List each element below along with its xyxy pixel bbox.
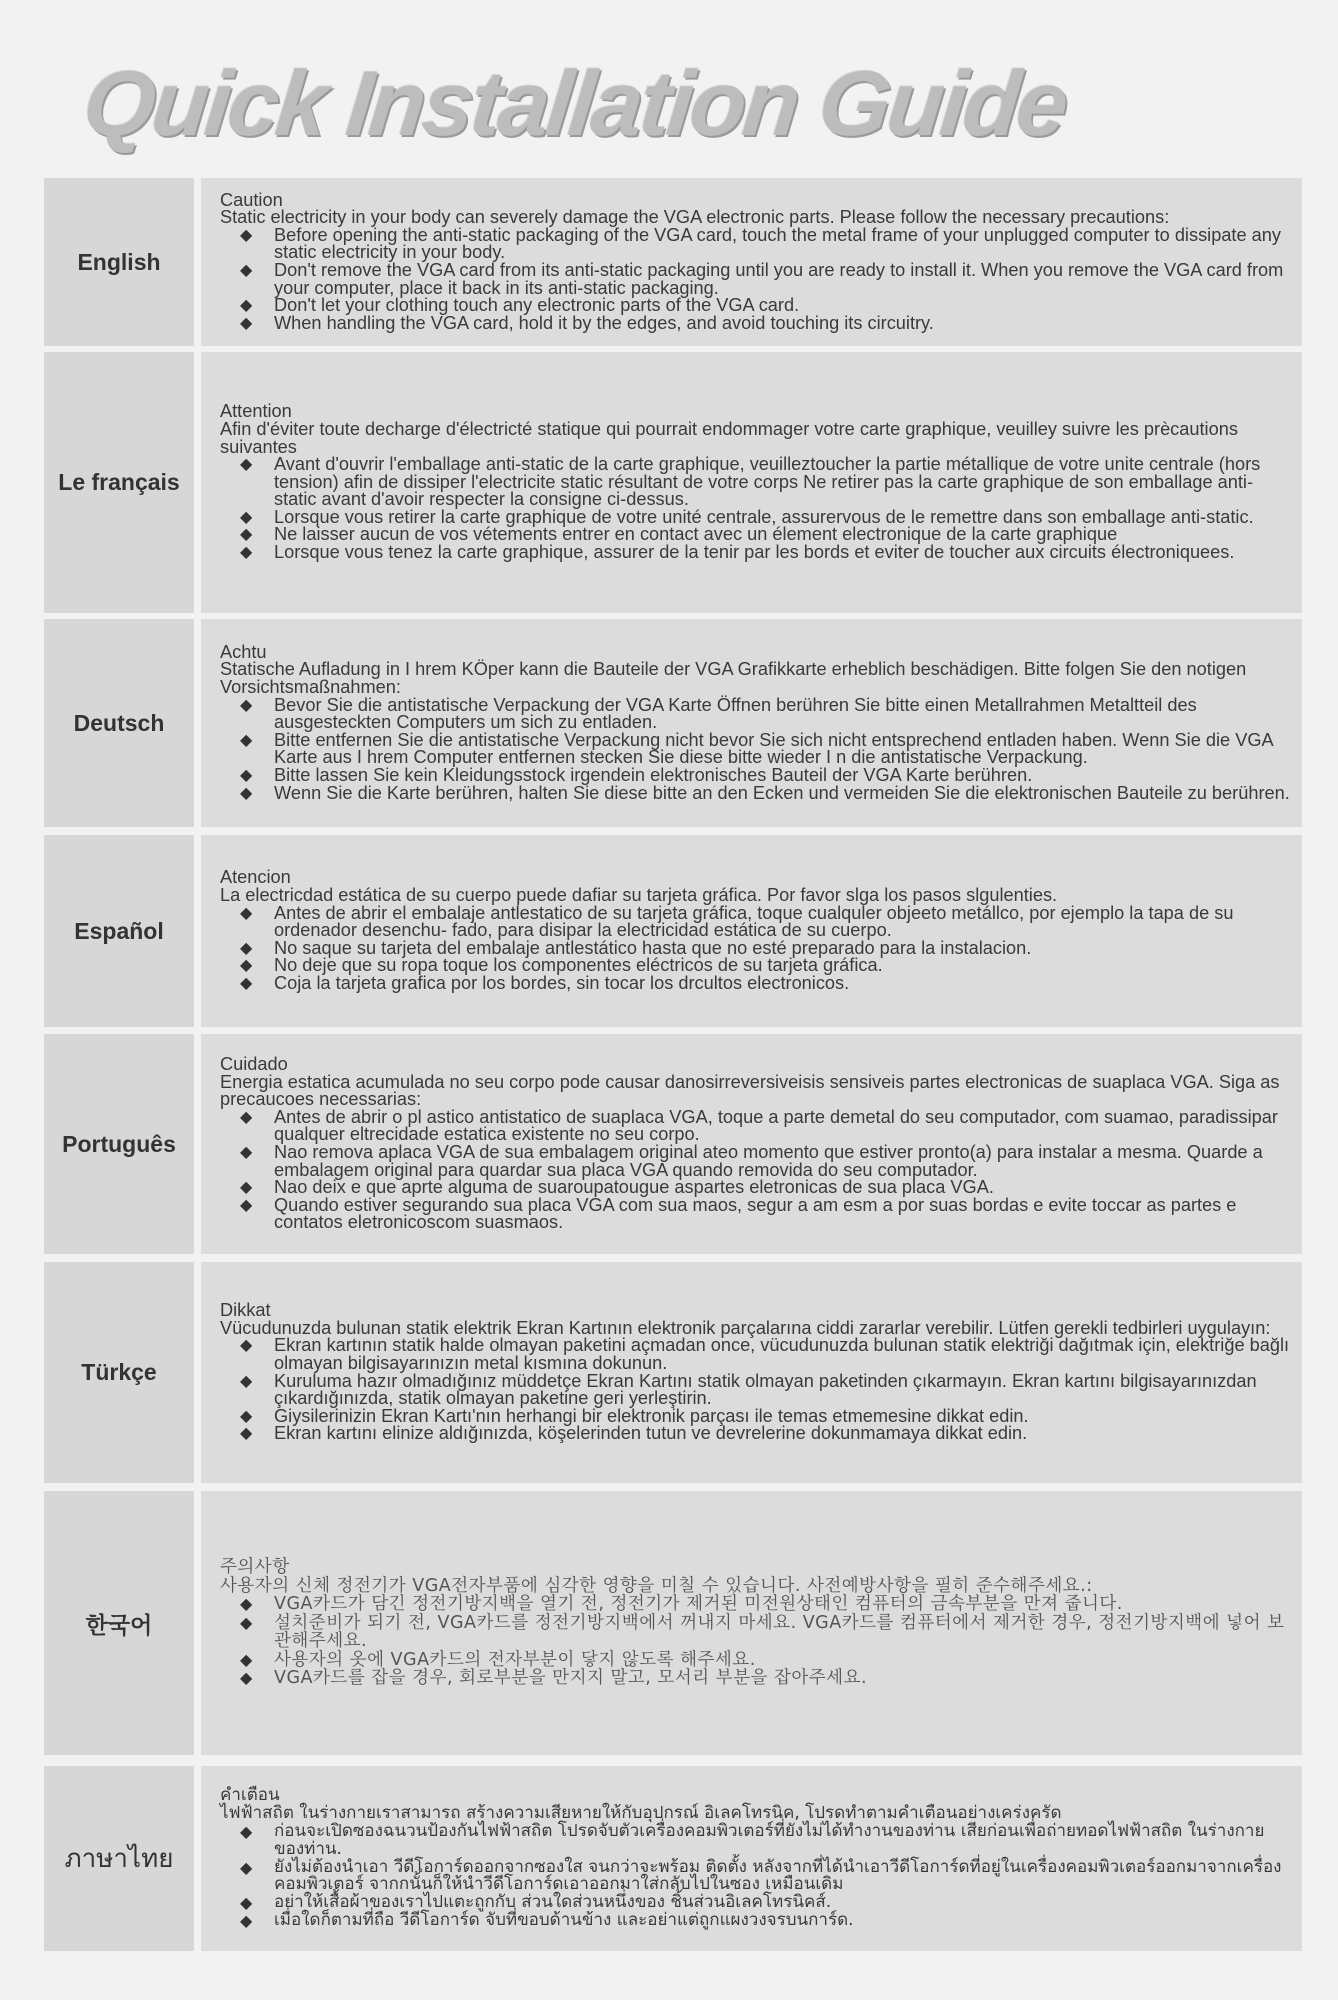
precaution-list [220, 694, 1290, 803]
language-label: Le français [44, 352, 194, 613]
language-label: 한국어 [44, 1491, 194, 1755]
section-english [44, 178, 1302, 346]
section-heading: Attention [220, 401, 292, 422]
precaution-item: ◆ ก่อนจะเปิดซองฉนวนป้องกันไฟฟ้าสถิต โปรดจับตัวเครื่องคอมพิวเตอร์ที่ยังไม่ได้ทำงานของท่าน เสียก่อนเพื่อถ่ายทอดไฟฟ้าสถิต ในร่างกายของท่าน. [220, 1823, 1290, 1859]
precaution-item: ◆ Wenn Sie die Karte berühren, halten Sie diese bitte an den Ecken und vermeiden Sie die elektronischen Bauteile zu berühren. [220, 785, 1290, 803]
precaution-list [220, 1820, 1290, 1930]
precaution-item: ◆ Lorsque vous tenez la carte graphique, assurer de la tenir par les bords et eviter de toucher aux circuits électroniquees. [220, 544, 1290, 562]
section-intro: La electricdad estática de su cuerpo puede dafiar su tarjeta gráfica. Por favor slga los pasos slgulenties. [220, 885, 1058, 906]
section-intro: 사용자의 신체 정전기가 VGA전자부품에 심각한 영향을 미칠 수 있습니다. 사전예방사항을 필히 준수해주세요.: [220, 1575, 1093, 1596]
section-content [201, 1491, 1302, 1755]
section-intro: Energia estatica acumulada no seu corpo pode causar danosirreversiveisis sensiveis partes electronicas de suaplaca VGA. Siga as precaucoes necessarias: [220, 1071, 1280, 1110]
precaution-item: ◆ Antes de abrir o pl astico antistatico de suaplaca VGA, toque a parte demetal do seu computador, com suamao, paradissipar qualquer eltrecidade estatica existente no seu corpo. [220, 1109, 1290, 1144]
section-content [201, 352, 1302, 613]
section-content [201, 835, 1302, 1027]
section-content [201, 1034, 1302, 1254]
section-intro: ไฟฟ้าสถิต ในร่างกายเราสามารถ สร้างความเสียหายให้กับอุปกรณ์ อิเลคโทรนิค, โปรดทำตามคำเตือนอย่างเคร่งครัด [220, 1803, 1062, 1824]
section-heading: Cuidado [220, 1054, 288, 1075]
section-turkish [44, 1262, 1302, 1483]
precaution-item: ◆ Ne laisser aucun de vos vétements entrer en contact avec un élement electronique de la carte graphique [220, 526, 1290, 544]
section-intro: Afin d'éviter toute decharge d'électricté statique qui pourrait endommager votre carte graphique, veuilley suivre les prècautions suivantes [220, 418, 1238, 457]
section-thai [44, 1766, 1302, 1951]
section-intro: Static electricity in your body can severely damage the VGA electronic parts. Please follow the necessary precautions: [220, 207, 1170, 228]
precaution-item: ◆ No saque su tarjeta del embalaje antlestático hasta que no esté preparado para la instalacion. [220, 940, 1290, 958]
precaution-list [220, 224, 1290, 333]
section-heading: 주의사항 [220, 1557, 290, 1578]
precaution-item: ◆ Nao deix e que aprte alguma de suaroupatougue aspartes eletronicas de sua placa VGA. [220, 1179, 1290, 1197]
precaution-list [220, 1106, 1290, 1233]
precaution-list [220, 1595, 1290, 1688]
precaution-item: ◆ No deje que su ropa toque los componentes eléctricos de su tarjeta gráfica. [220, 957, 1290, 975]
precaution-item: ◆ Lorsque vous retirer la carte graphique de votre unité centrale, assurervous de le remettre dans son emballage anti-static. [220, 509, 1290, 527]
language-label: Español [44, 835, 194, 1027]
precaution-item: ◆ อย่าให้เสื้อผ้าของเราไปแตะถูกกับ ส่วนใดส่วนหนึ่งของ ชิ้นส่วนอิเลคโทรนิคส์. [220, 1894, 1290, 1912]
precaution-item: ◆ Coja la tarjeta grafica por los bordes, sin tocar los drcultos electronicos. [220, 975, 1290, 993]
precaution-item: ◆ 사용자의 옷에 VGA카드의 전자부분이 닿지 않도록 해주세요. [220, 1651, 1290, 1670]
precaution-item: ◆ Bitte lassen Sie kein Kleidungsstock irgendein elektronisches Bauteil der VGA Karte berühren. [220, 767, 1290, 785]
precaution-item: ◆ Ekran kartını elinize aldığınızda, köşelerinden tutun ve devrelerine dokunmamaya dikkat edin. [220, 1425, 1290, 1443]
precaution-item: ◆ Giysilerinizin Ekran Kartı'nın herhangi bir elektronik parçası ile temas etmemesine dikkat edin. [220, 1408, 1290, 1426]
precaution-list [220, 1337, 1290, 1443]
precaution-item: ◆ Nao remova aplaca VGA de sua embalagem original ateo momento que estiver pronto(a) para instalar a mesma. Quarde a embalagem original para quardar sua placa VGA quando removida do seu computador. [220, 1144, 1290, 1179]
precaution-item: ◆ VGA카드가 담긴 정전기방지백을 열기 전, 정전기가 제거된 미전원상태인 컴퓨터의 금속부분을 만져 줍니다. [220, 1595, 1290, 1614]
precaution-item: ◆ Antes de abrir el embalaje antlestatico de su tarjeta gráfica, toque cualquler objeeto metállco, por ejemplo la tapa de su ordenador desenchu- fado, para disipar la electricidad estática de su cuerpo. [220, 905, 1290, 940]
language-label: Português [44, 1034, 194, 1254]
precaution-item: ◆ เมื่อใดก็ตามที่ถือ วีดีโอการ์ด จับที่ขอบด้านข้าง และอย่าแต่ถูกแผงวงจรบนการ์ด. [220, 1912, 1290, 1930]
section-heading: Achtu [220, 641, 267, 662]
section-content [201, 1766, 1302, 1951]
precaution-item: ◆ Quando estiver segurando sua placa VGA com sua maos, segur a am esm a por suas bordas e evite toccar as partes e contatos eletronicoscom suasmaos. [220, 1197, 1290, 1232]
section-heading: Atencion [220, 867, 291, 888]
precaution-item: ◆ Before opening the anti-static packaging of the VGA card, touch the metal frame of your unplugged computer to dissipate any static electricity in your body. [220, 227, 1290, 262]
section-heading: Caution [220, 189, 283, 210]
language-label: Türkçe [44, 1262, 194, 1483]
language-label: English [44, 178, 194, 346]
precaution-item: ◆ Avant d'ouvrir l'emballage anti-static de la carte graphique, veuilleztoucher la partie métallique de votre unite centrale (hors tension) afin de dissiper l'electricite static résultant de votre corps Ne retirer pas la carte graphique de son emballage anti-static avant d'avoir respecter la consigne ci-dessus. [220, 456, 1290, 509]
section-german [44, 619, 1302, 827]
section-korean [44, 1491, 1302, 1755]
precaution-item: ◆ ยังไม่ต้องนำเอา วีดีโอการ์ดออกจากซองใส จนกว่าจะพร้อม ติดตั้ง หลังจากที่ได้นำเอาวีดีโอการ์ดที่อยู่ในเครื่องคอมพิวเตอร์ออกมาจากเครื่องคอมพิวเตอร์ จากกนั้นก็ให้นำวีดีโอการ์ดเอาออกมาใส่กลับไปในซอง เหมือนเดิม [220, 1859, 1290, 1895]
precaution-list [220, 902, 1290, 993]
precaution-item: ◆ 설치준비가 되기 전, VGA카드를 정전기방지백에서 꺼내지 마세요. VGA카드를 컴퓨터에서 제거한 경우, 정전기방지백에 넣어 보관해주세요. [220, 1614, 1290, 1651]
section-content [201, 178, 1302, 346]
language-label: ภาษาไทย [44, 1766, 194, 1951]
section-portuguese [44, 1034, 1302, 1254]
precaution-item: ◆ Ekran kartının statik halde olmayan paketini açmadan once, vücudunuzda bulunan statik elektriği dağıtmak için, elektriğe bağlı olmayan bilgisayarınızın metal kısmına dokunun. [220, 1337, 1290, 1372]
section-french [44, 352, 1302, 613]
section-heading: Dikkat [220, 1300, 271, 1321]
precaution-list [220, 456, 1290, 562]
precaution-item: ◆ Kuruluma hazır olmadığınız müddetçe Ekran Kartını statik olmayan paketinden çıkarmayın. Ekran kartını bilgisayarınızdan çıkardığınızda, statik olmayan paketine geri yerleştirin. [220, 1373, 1290, 1408]
language-label: Deutsch [44, 619, 194, 827]
precaution-item: ◆ Bevor Sie die antistatische Verpackung der VGA Karte Öffnen berühren Sie bitte einen Metallrahmen Metaltteil des ausgesteckten Computers um sich zu entladen. [220, 697, 1290, 732]
section-intro: Vücudunuzda bulunan statik elektrik Ekran Kartının elektronik parçalarına ciddi zararlar verebilir. Lütfen gerekli tedbirleri uygulayın: [220, 1317, 1271, 1338]
precaution-item: ◆ VGA카드를 잡을 경우, 회로부분을 만지지 말고, 모서리 부분을 잡아주세요. [220, 1669, 1290, 1688]
precaution-item: ◆ Don't remove the VGA card from its anti-static packaging until you are ready to install it. When you remove the VGA card from your computer, place it back in its anti-static packaging. [220, 262, 1290, 297]
precaution-item: ◆ Bitte entfernen Sie die antistatische Verpackung nicht bevor Sie sich nicht entsprechend entladen haben. Wenn Sie die VGA Karte aus I hrem Computer entfernen stecken Sie diese bitte wieder I n die antistatische Verpackung. [220, 732, 1290, 767]
section-intro: Statische Aufladung in I hrem KÖper kann die Bauteile der VGA Grafikkarte erheblich beschädigen. Bitte folgen Sie den notigen Vorsichtsmaßnahmen: [220, 659, 1247, 698]
section-content [201, 619, 1302, 827]
section-spanish [44, 835, 1302, 1027]
section-heading: คำเตือน [220, 1785, 280, 1806]
precaution-item: ◆ Don't let your clothing touch any electronic parts of the VGA card. [220, 297, 1290, 315]
section-content [201, 1262, 1302, 1483]
precaution-item: ◆ When handling the VGA card, hold it by the edges, and avoid touching its circuitry. [220, 315, 1290, 333]
page-title: Quick Installation Guide [78, 53, 1071, 155]
